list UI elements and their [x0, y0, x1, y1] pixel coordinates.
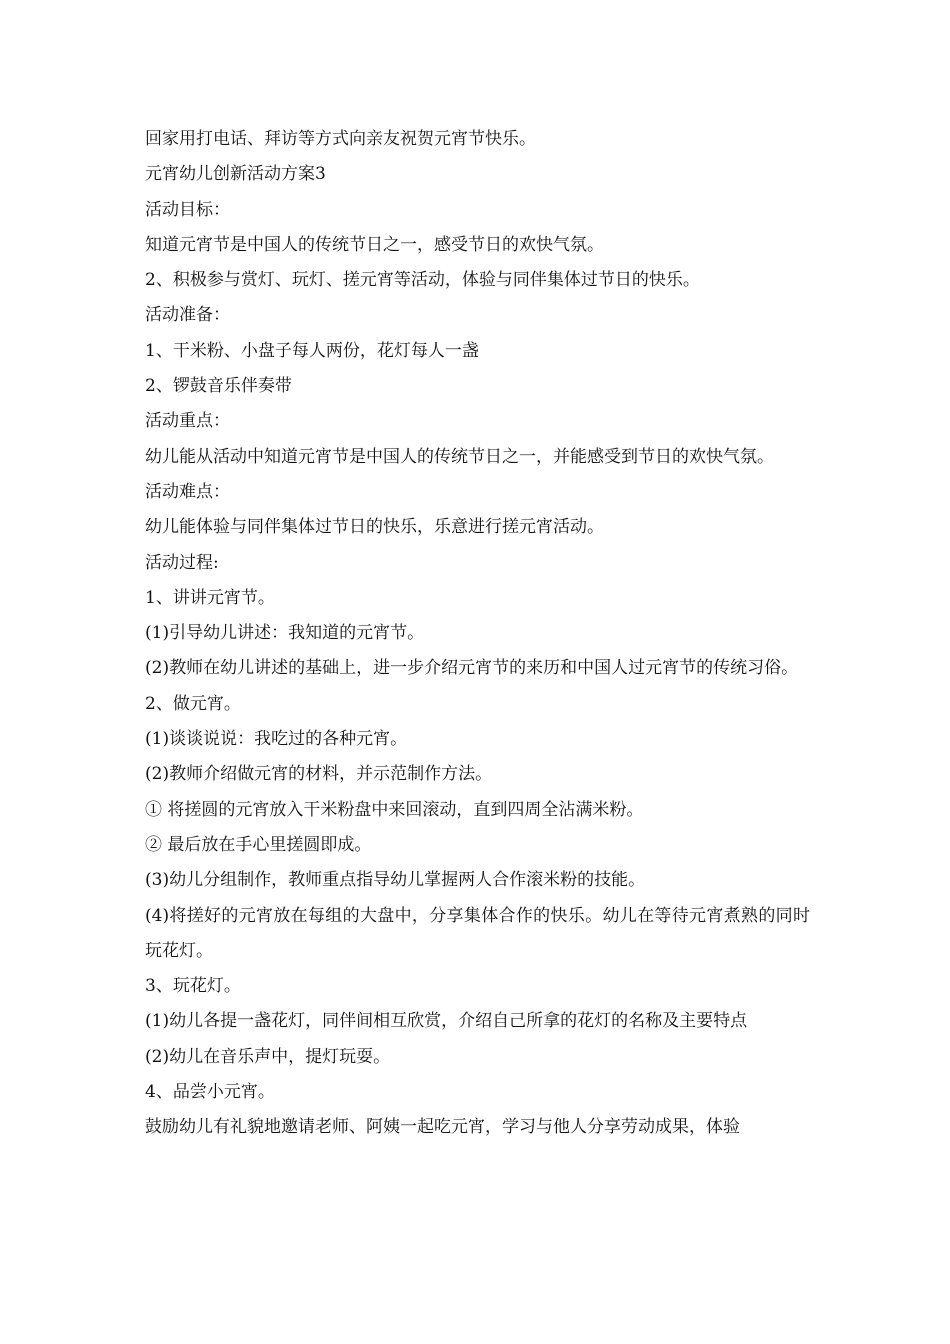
list-item: (2)幼儿在音乐声中，提灯玩耍。 — [145, 1046, 391, 1067]
subheading: 活动过程: — [145, 552, 219, 573]
subheading: 活动重点： — [145, 411, 230, 432]
list-item: (1)幼儿各提一盏花灯，同伴间相互欣赏，介绍自己所拿的花灯的名称及主要特点 — [145, 1011, 748, 1032]
paragraph: 幼儿能体验与同伴集体过节日的快乐，乐意进行搓元宵活动。 — [145, 517, 604, 538]
list-item: (4)将搓好的元宵放在每组的大盘中，分享集体合作的快乐。幼儿在等待元宵煮熟的同时玩花灯。 — [145, 905, 810, 961]
list-item: 4、品尝小元宵。 — [145, 1082, 275, 1103]
list-item: 1、讲讲元宵节。 — [145, 587, 275, 608]
subheading: 活动目标： — [145, 199, 230, 220]
subheading: 活动准备： — [145, 305, 230, 326]
list-item: 2、锣鼓音乐伴奏带 — [145, 376, 292, 397]
list-item: (2)教师在幼儿讲述的基础上，进一步介绍元宵节的来历和中国人过元宵节的传统习俗。 — [145, 658, 799, 679]
paragraph: 2、积极参与赏灯、玩灯、搓元宵等活动，体验与同伴集体过节日的快乐。 — [145, 270, 700, 291]
paragraph: 鼓励幼儿有礼貌地邀请老师、阿姨一起吃元宵，学习与他人分享劳动成果，体验 — [145, 1117, 740, 1138]
paragraph: 回家用打电话、拜访等方式向亲友祝贺元宵节快乐。 — [145, 129, 536, 149]
section-heading: 元宵幼儿创新活动方案3 — [145, 164, 326, 185]
list-item: 3、玩花灯。 — [145, 976, 241, 997]
paragraph: 知道元宵节是中国人的传统节日之一，感受节日的欢快气氛。 — [145, 234, 604, 255]
list-item: (1)引导幼儿讲述：我知道的元宵节。 — [145, 623, 425, 644]
paragraph: 幼儿能从活动中知道元宵节是中国人的传统节日之一，并能感受到节日的欢快气氛。 — [145, 446, 774, 467]
list-item: 1、干米粉、小盘子每人两份，花灯每人一盏 — [145, 340, 479, 361]
subheading: 活动难点： — [145, 481, 230, 502]
list-item: (1)谈谈说说：我吃过的各种元宵。 — [145, 729, 408, 750]
list-item: 2、做元宵。 — [145, 693, 241, 714]
list-item: (3)幼儿分组制作，教师重点指导幼儿掌握两人合作滚米粉的技能。 — [145, 870, 646, 891]
list-item: ① 将搓圆的元宵放入干米粉盘中来回滚动，直到四周全沾满米粉。 — [145, 799, 644, 820]
document-body — [145, 122, 810, 1146]
list-item: ② 最后放在手心里搓圆即成。 — [145, 834, 372, 855]
list-item: (2)教师介绍做元宵的材料，并示范制作方法。 — [145, 764, 493, 785]
